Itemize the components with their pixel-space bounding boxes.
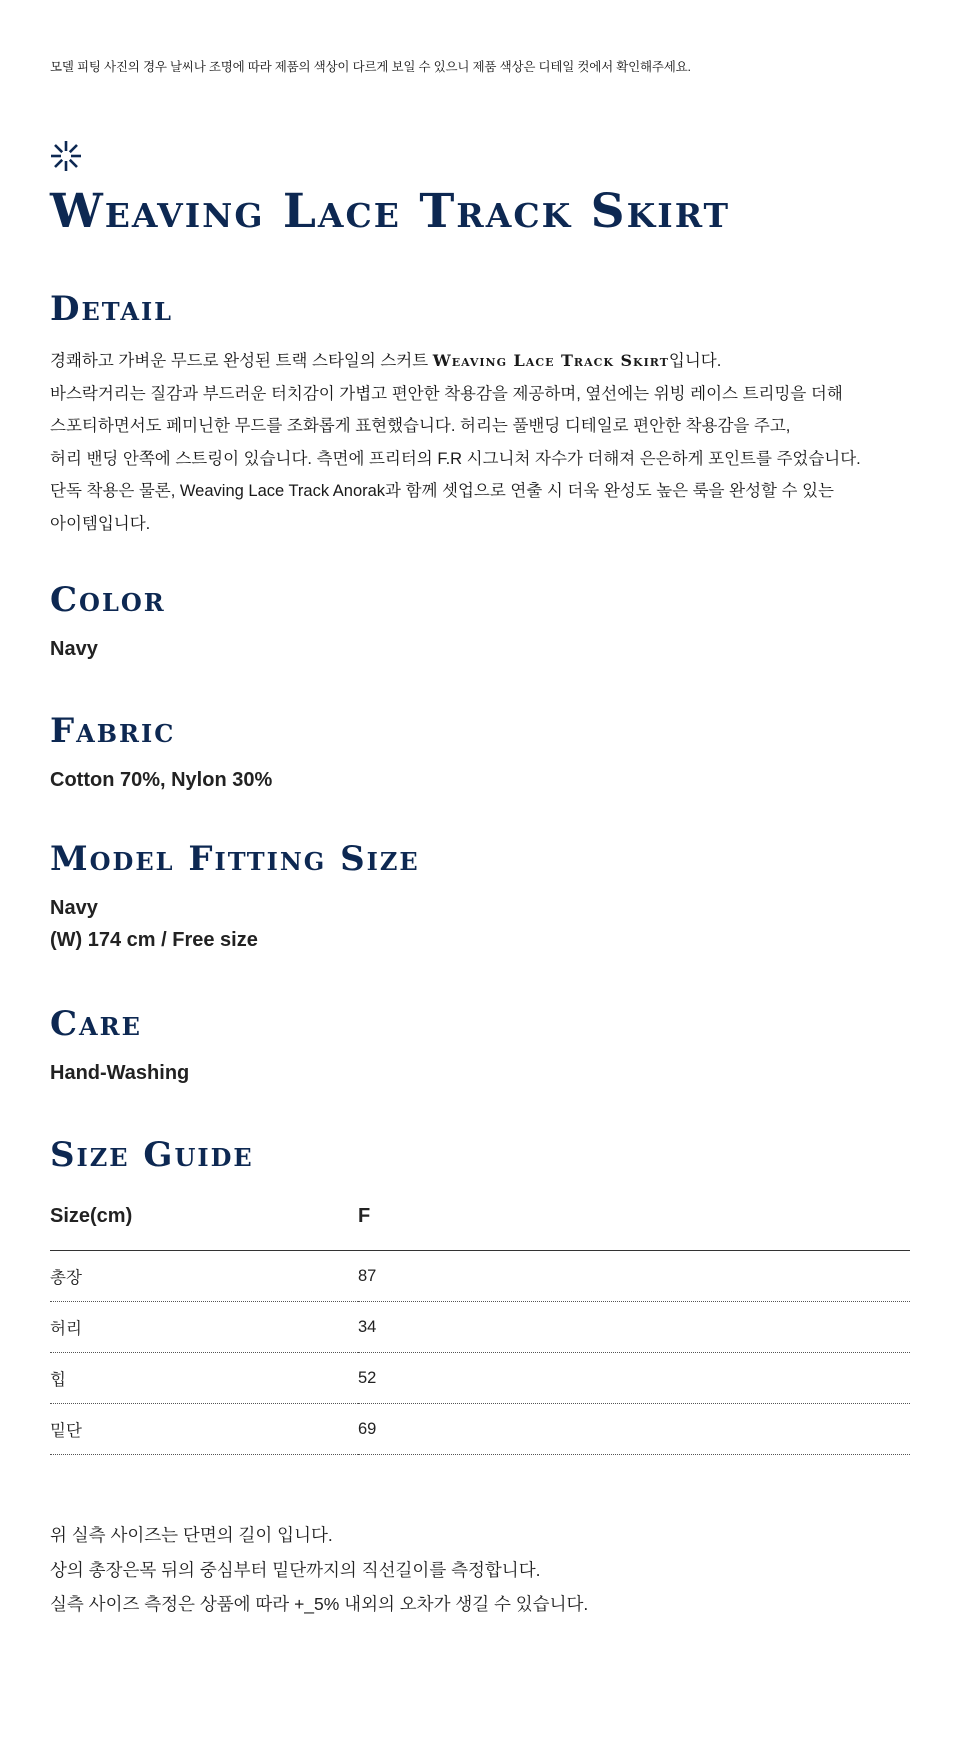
measurement-value: 87 [358,1251,910,1302]
note-line: 위 실측 사이즈는 단면의 길이 입니다. [50,1525,333,1545]
measurement-notes [50,1518,588,1622]
table-row [50,1404,910,1455]
fabric-value: Cotton 70%, Nylon 30% [50,769,273,791]
table-row [50,1251,910,1302]
model-fitting-color: Navy [50,897,98,919]
note-line: 상의 총장은목 뒤의 중심부터 밑단까지의 직선길이를 측정합니다. [50,1559,541,1580]
color-heading: Color [50,580,166,620]
detail-line-6: 아이템입니다. [50,514,151,533]
measurement-label: 밑단 [50,1404,358,1455]
detail-line-3: 스포티하면서도 페미닌한 무드를 조화롭게 표현했습니다. 허리는 풀밴딩 디테일로 편안한 착용감을 주고, [50,417,791,435]
snowflake-sparkle-icon [50,140,82,172]
color-notice: 모델 피팅 사진의 경우 날씨나 조명에 따라 제품의 색상이 다르게 보일 수 있으니 제품 색상은 디테일 컷에서 확인해주세요. [50,60,691,74]
product-title: Weaving Lace Track Skirt [50,184,731,239]
detail-line-2: 바스락거리는 질감과 부드러운 터치감이 가볍고 편안한 착용감을 제공하며, 옆선에는 위빙 레이스 트리밍을 더해 [50,384,843,403]
size-guide-heading: Size Guide [50,1135,254,1175]
size-column-header: Size(cm) [50,1205,358,1251]
table-row [50,1302,910,1353]
table-row [50,1353,910,1404]
model-fitting-size: (W) 174 cm / Free size [50,929,258,951]
free-size-column-header: F [358,1205,910,1251]
size-guide-table [50,1205,910,1455]
detail-line-4: 허리 밴딩 안쪽에 스트링이 있습니다. 측면에 프리터의 F.R 시그니처 자수가 더해져 은은하게 포인트를 주었습니다. [50,449,861,468]
care-value: Hand-Washing [50,1062,190,1084]
detail-line-1: 경쾌하고 가벼운 무드로 완성된 트랙 스타일의 스커트 Weaving Lace Track Skirt입니다. [50,351,722,370]
measurement-label: 총장 [50,1251,358,1302]
color-value: Navy [50,638,98,660]
product-name-inline: Weaving Lace Track Skirt [432,351,669,370]
measurement-value: 52 [358,1353,910,1404]
measurement-value: 69 [358,1404,910,1455]
fabric-heading: Fabric [50,711,176,751]
care-heading: Care [50,1004,142,1044]
detail-heading: Detail [50,289,174,329]
measurement-label: 힙 [50,1353,358,1404]
note-line: 실측 사이즈 측정은 상품에 따라 +_5% 내외의 오차가 생길 수 있습니다. [50,1594,589,1614]
detail-description [50,345,910,540]
detail-line-5: 단독 착용은 물론, Weaving Lace Track Anorak과 함께 셋업으로 연출 시 더욱 완성도 높은 룩을 완성할 수 있는 [50,482,834,500]
model-fitting-heading: Model Fitting Size [50,839,420,879]
measurement-label: 허리 [50,1302,358,1353]
size-table-header-row [50,1205,910,1251]
measurement-value: 34 [358,1302,910,1353]
